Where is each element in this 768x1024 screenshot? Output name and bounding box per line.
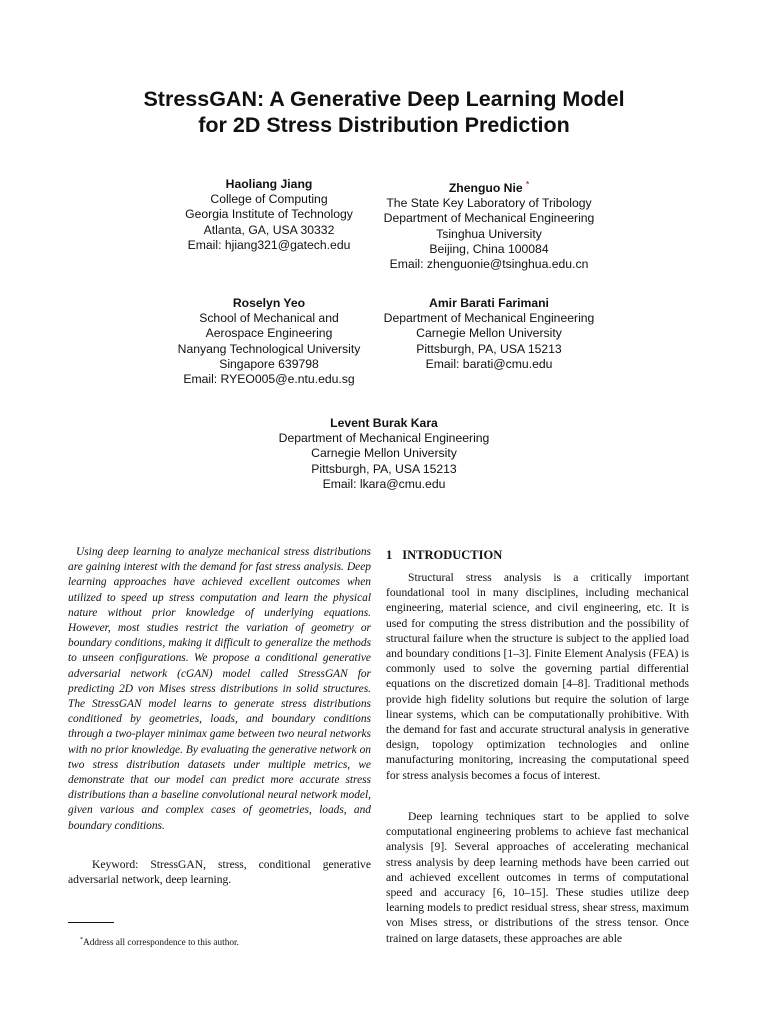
footnote-text: Address all correspondence to this author. xyxy=(83,938,239,949)
section-title: INTRODUCTION xyxy=(402,548,503,562)
author-email: Email: barati@cmu.edu xyxy=(425,356,553,371)
paper-title xyxy=(0,86,768,138)
author-affiliation-line: Aerospace Engineering xyxy=(205,326,333,341)
section-number: 1 xyxy=(386,548,393,562)
author-block-farimani xyxy=(358,296,620,372)
footnote-rule xyxy=(68,922,114,923)
author-name: Zhenguo Nie xyxy=(448,181,523,196)
abstract: Using deep learning to analyze mechanical stress distributions are gaining interest with the demand for fast stress analysis. Deep learning approaches have achieved excellent outcomes when utilized to speed up stress computation and learn the physical nature without prior knowledge of underlying equations. However, most studies restrict the variation of geometry or boundary conditions, making it difficult to generalize the methods to unseen configurations. We propose a conditional generative adversarial network (cGAN) model called StressGAN for predicting 2D von Mises stress distributions in solid structures. The StressGAN model learns to generate stress distributions conditioned by geometries, loads, and boundary conditions through a two-player minimax game between two neural networks with no prior knowledge. By evaluating the generative network on two stress distribution datasets under multiple metrics, we demonstrate that our model can predict more accurate stress distributions than a baseline convolutional neural network model, given various and complex cases of geometries, loads, and boundary conditions. xyxy=(68,546,371,832)
author-affiliation-line: Department of Mechanical Engineering xyxy=(383,311,595,326)
author-affiliation-line: Beijing, China 100084 xyxy=(429,241,549,256)
title-line-1: StressGAN: A Generative Deep Learning Model xyxy=(143,87,625,111)
author-affiliation-line: Pittsburgh, PA, USA 15213 xyxy=(416,341,562,356)
corresponding-author-mark: * xyxy=(526,180,530,189)
author-affiliation-line: Tsinghua University xyxy=(436,226,542,241)
author-email: Email: RYEO005@e.ntu.edu.sg xyxy=(183,372,355,387)
intro-paragraph-2: Deep learning techniques start to be applied to solve computational engineering problems to achieve fast mechanical analysis [9]. Several approaches of accelerating mechanical stress analysis by deep learning methods have been carried out and achieved excellent outcomes in terms of computational speed and accuracy [6, 10–15]. These studies utilize deep learning models to predict residual stress, shear stress, maximum von Mises stress, or distributions of the stress tensor. Once trained on large datasets, these approaches are able xyxy=(386,810,689,945)
author-affiliation-line: College of Computing xyxy=(210,192,328,207)
author-name-row xyxy=(358,177,620,196)
footnote xyxy=(80,934,380,949)
author-affiliation-line: Department of Mechanical Engineering xyxy=(383,211,595,226)
author-name: Levent Burak Kara xyxy=(330,416,438,430)
author-name: Amir Barati Farimani xyxy=(429,296,549,310)
author-affiliation-line: Singapore 639798 xyxy=(219,356,319,371)
author-block-kara xyxy=(234,416,534,492)
author-affiliation-line: Department of Mechanical Engineering xyxy=(278,431,490,446)
author-affiliation-line: School of Mechanical and xyxy=(199,311,339,326)
author-block-yeo xyxy=(144,296,394,387)
author-name: Roselyn Yeo xyxy=(232,296,306,310)
intro-paragraph-1: Structural stress analysis is a critically important foundational tool in many disciplines, including mechanical engineering, material science, and civil engineering, etc. It is used for computing the stress distribution and the possibility of structural failure when the structure is subject to the applied load and boundary conditions [1–3]. Finite Element Analysis (FEA) is commonly used to solve the governing partial differential equations on the discretized domain [4–8]. Traditional methods provide high fidelity solutions but require the solution of large linear systems, which can be computationally prohibitive. With the demand for fast and accurate structural analysis in generative design, topology optimization technologies and online manufacturing monitoring, increasing the computational speed for stress analysis becomes a focus of interest. xyxy=(386,571,690,782)
author-email: Email: zhenguonie@tsinghua.edu.cn xyxy=(389,257,589,272)
author-name: Haoliang Jiang xyxy=(225,177,313,191)
author-affiliation-line: Pittsburgh, PA, USA 15213 xyxy=(311,461,457,476)
keywords: Keyword: StressGAN, stress, conditional generative adversarial network, deep learning. xyxy=(68,858,371,887)
author-email: Email: lkara@cmu.edu xyxy=(322,476,446,491)
author-affiliation-line: Atlanta, GA, USA 30332 xyxy=(203,222,335,237)
author-block-jiang xyxy=(144,177,394,253)
author-email: Email: hjiang321@gatech.edu xyxy=(187,237,351,252)
author-affiliation-line: Carnegie Mellon University xyxy=(311,446,457,461)
title-line-2: for 2D Stress Distribution Prediction xyxy=(198,113,570,137)
author-affiliation-line: Nanyang Technological University xyxy=(177,341,361,356)
author-affiliation-line: The State Key Laboratory of Tribology xyxy=(386,196,592,211)
author-affiliation-line: Carnegie Mellon University xyxy=(416,326,562,341)
author-affiliation-line: Georgia Institute of Technology xyxy=(185,207,353,222)
footnote-mark: * xyxy=(80,937,83,943)
section-heading xyxy=(386,547,696,563)
author-block-nie xyxy=(358,177,620,272)
